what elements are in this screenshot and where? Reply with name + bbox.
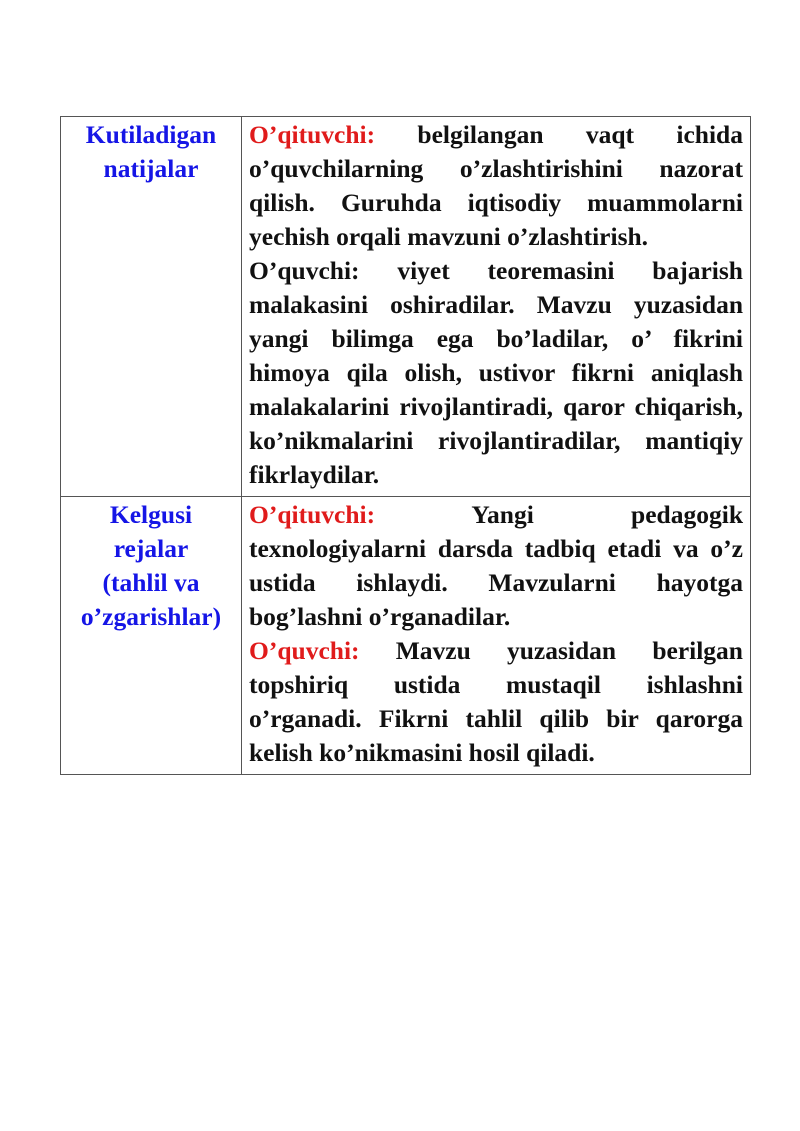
table-row-future-plans	[61, 497, 751, 775]
student-paragraph	[249, 254, 743, 492]
row-content-future-plans	[242, 497, 751, 775]
paragraph-text: viyet teoremasini bajarish malakasini oshiradilar. Mavzu yuzasidan yangi bilimga ega bo’ladilar, o’ fikrini himoya qila olish, ustivor fikrni aniqlash malakalarini rivojlantiradi, qaror chiqarish, ko’nikmalarini rivojlantiradilar, mantiqiy fikrlaydilar.	[249, 256, 743, 489]
row-label-line: rejalar	[113, 534, 189, 563]
role-label-student: O’quvchi:	[249, 256, 360, 285]
row-label-line: o’zgarishlar)	[80, 602, 222, 631]
row-label-future-plans	[61, 497, 242, 775]
row-label-line: Kutiladigan	[85, 120, 217, 149]
role-label-teacher: O’qituvchi:	[249, 120, 376, 149]
row-label-line: (tahlil va	[102, 568, 200, 597]
student-paragraph	[249, 634, 743, 770]
row-label-line: natijalar	[103, 154, 199, 183]
role-label-student: O’quvchi:	[249, 636, 360, 665]
lesson-plan-table	[60, 116, 751, 775]
teacher-paragraph	[249, 498, 743, 634]
row-label-expected-results	[61, 117, 242, 497]
paragraph-text: Yangi pedagogik texnologiyalarni darsda tadbiq etadi va o’z ustida ishlaydi. Mavzularni hayotga bog’lashni o’rganadilar.	[249, 500, 743, 631]
paragraph-text: Mavzu yuzasidan berilgan topshiriq ustida mustaqil ishlashni o’rganadi. Fikrni tahlil qilib bir qarorga kelish ko’nikmasini hosil qiladi.	[249, 636, 743, 767]
table-row-expected-results	[61, 117, 751, 497]
row-content-expected-results	[242, 117, 751, 497]
paragraph-text: belgilangan vaqt ichida o’quvchilarning o’zlashtirishini nazorat qilish. Guruhda iqtisodiy muammolarni yechish orqali mavzuni o’zlashtirish.	[249, 120, 743, 251]
row-label-line: Kelgusi	[109, 500, 193, 529]
role-label-teacher: O’qituvchi:	[249, 500, 376, 529]
teacher-paragraph	[249, 118, 743, 254]
